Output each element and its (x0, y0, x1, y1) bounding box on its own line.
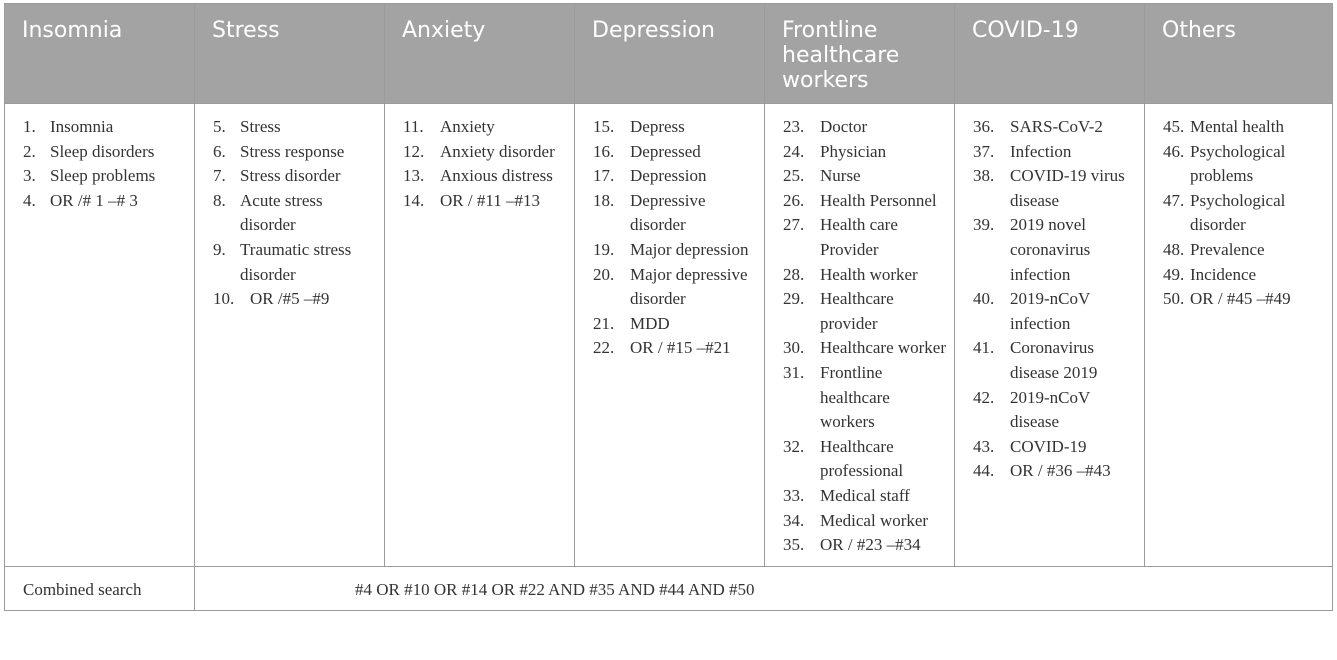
item-number: 8. (213, 190, 226, 210)
item-term: Frontline healthcare workers (820, 362, 890, 432)
list-item (593, 189, 756, 238)
item-number: 45. (1163, 117, 1185, 136)
list-item (1163, 115, 1324, 140)
list-item (973, 213, 1136, 287)
term-list (783, 115, 946, 558)
list-item (783, 484, 946, 509)
item-term: 2019-nCoV infection (1010, 289, 1090, 333)
list-item (213, 287, 376, 312)
column-header: Insomnia (5, 4, 195, 104)
term-list-cell (575, 104, 765, 567)
item-term: Sleep disorders (50, 141, 155, 161)
item-term: Medical staff (820, 485, 910, 505)
item-number: 6. (213, 141, 226, 161)
column-header: Frontline healthcare workers (765, 4, 955, 104)
item-number: 14. (403, 190, 425, 210)
item-number: 39. (973, 215, 995, 235)
term-list (1163, 115, 1324, 312)
term-list (593, 115, 756, 361)
combined-search-label: Combined search (5, 566, 195, 610)
item-number: 50. (1163, 289, 1185, 309)
list-item (23, 115, 186, 140)
item-term: 2019 novel coronavirus infection (1010, 215, 1091, 284)
list-item (973, 287, 1136, 336)
item-term: Medical worker (820, 510, 929, 530)
list-item (593, 312, 756, 337)
item-number: 15. (593, 117, 615, 136)
item-number: 29. (783, 289, 805, 309)
list-item (213, 140, 376, 165)
term-list (23, 115, 186, 213)
list-item (593, 336, 756, 361)
list-item (1163, 287, 1324, 312)
item-number: 35. (783, 535, 805, 555)
item-term: Depress (630, 117, 685, 136)
item-term: Anxiety (440, 117, 495, 136)
item-number: 31. (783, 362, 805, 382)
item-term: OR / #23 –#34 (820, 535, 921, 555)
item-term: Psychological disorder (1190, 190, 1286, 235)
item-term: Physician (820, 141, 887, 161)
list-item (593, 140, 756, 165)
item-term: Depressive disorder (630, 190, 706, 235)
item-number: 42. (973, 387, 995, 407)
item-number: 2. (23, 141, 36, 161)
list-item (973, 459, 1136, 484)
list-item (973, 336, 1136, 385)
item-number: 22. (593, 338, 615, 358)
term-list-cell (765, 104, 955, 567)
item-number: 21. (593, 313, 615, 333)
item-term: Health Personnel (820, 190, 937, 210)
item-term: MDD (630, 313, 670, 333)
item-term: Psychological problems (1190, 141, 1286, 186)
item-term: Healthcare worker (820, 338, 947, 358)
item-number: 37. (973, 141, 995, 161)
item-number: 28. (783, 264, 805, 284)
list-item (593, 164, 756, 189)
term-list (403, 115, 566, 213)
list-item (973, 164, 1136, 213)
list-item (213, 115, 376, 140)
list-item (783, 435, 946, 484)
list-item (783, 213, 946, 262)
item-number: 24. (783, 141, 805, 161)
item-term: OR / #15 –#21 (630, 338, 731, 358)
item-term: Anxiety disorder (440, 141, 555, 161)
item-term: Coronavirus disease 2019 (1010, 338, 1098, 382)
list-item (213, 238, 376, 287)
item-number: 10. (213, 289, 235, 309)
item-term: Traumatic stress disorder (240, 239, 352, 284)
column-header: Others (1145, 4, 1333, 104)
list-item (593, 238, 756, 263)
item-term: Incidence (1190, 264, 1257, 284)
list-item (973, 386, 1136, 435)
item-term: Major depression (630, 239, 749, 259)
search-strategy-table (4, 3, 1333, 611)
list-item (783, 263, 946, 288)
list-item (1163, 263, 1324, 288)
combined-search-row (5, 566, 1333, 610)
list-item (973, 140, 1136, 165)
item-number: 18. (593, 190, 615, 210)
item-number: 13. (403, 166, 425, 186)
item-term: Depressed (630, 141, 701, 161)
list-item (23, 189, 186, 214)
item-number: 7. (213, 166, 226, 186)
list-item (1163, 238, 1324, 263)
term-list-cell (1145, 104, 1333, 567)
terms-row (5, 104, 1333, 567)
item-term: Nurse (820, 166, 861, 186)
item-term: Insomnia (50, 117, 114, 136)
term-list-cell (385, 104, 575, 567)
item-number: 48. (1163, 239, 1185, 259)
item-term: SARS-CoV-2 (1010, 117, 1103, 136)
item-number: 1. (23, 117, 36, 136)
item-term: Health worker (820, 264, 918, 284)
item-term: Depression (630, 166, 707, 186)
item-term: OR / #11 –#13 (440, 190, 540, 210)
item-term: Stress disorder (240, 166, 341, 186)
item-number: 12. (403, 141, 425, 161)
list-item (783, 287, 946, 336)
item-number: 25. (783, 166, 805, 186)
item-number: 43. (973, 436, 995, 456)
item-term: Healthcare provider (820, 289, 894, 333)
item-number: 44. (973, 461, 995, 481)
header-row (5, 4, 1333, 104)
item-number: 19. (593, 239, 615, 259)
item-number: 30. (783, 338, 805, 358)
item-term: OR /#5 –#9 (250, 289, 330, 309)
term-list (213, 115, 376, 312)
item-term: OR / #36 –#43 (1010, 461, 1111, 481)
term-list-cell (955, 104, 1145, 567)
item-number: 11. (403, 117, 424, 136)
item-term: Anxious distress (440, 166, 553, 186)
item-number: 40. (973, 289, 995, 309)
term-list-cell (5, 104, 195, 567)
item-number: 47. (1163, 190, 1185, 210)
item-number: 4. (23, 190, 36, 210)
item-number: 49. (1163, 264, 1185, 284)
column-header: Stress (195, 4, 385, 104)
item-term: Stress (240, 117, 281, 136)
item-term: Acute stress disorder (240, 190, 323, 235)
column-header: COVID-19 (955, 4, 1145, 104)
item-term: OR / #45 –#49 (1190, 289, 1291, 309)
list-item (1163, 140, 1324, 189)
column-header: Depression (575, 4, 765, 104)
list-item (23, 164, 186, 189)
list-item (23, 140, 186, 165)
item-number: 34. (783, 510, 805, 530)
list-item (403, 115, 566, 140)
list-item (973, 435, 1136, 460)
item-number: 46. (1163, 141, 1185, 161)
list-item (783, 361, 946, 435)
item-term: Doctor (820, 117, 868, 136)
item-number: 23. (783, 117, 805, 136)
list-item (973, 115, 1136, 140)
list-item (593, 263, 756, 312)
list-item (783, 533, 946, 558)
column-header: Anxiety (385, 4, 575, 104)
item-term: 2019-nCoV disease (1010, 387, 1090, 432)
item-term: OR /# 1 –# 3 (50, 190, 138, 210)
term-list (973, 115, 1136, 484)
item-number: 38. (973, 166, 995, 186)
list-item (403, 189, 566, 214)
list-item (783, 189, 946, 214)
item-term: Major depressive disorder (630, 264, 748, 309)
item-term: Sleep problems (50, 166, 156, 186)
item-number: 41. (973, 338, 995, 358)
item-number: 5. (213, 117, 226, 136)
item-number: 16. (593, 141, 615, 161)
item-number: 27. (783, 215, 805, 235)
item-term: COVID-19 virus disease (1010, 166, 1125, 210)
item-term: Health care Provider (820, 215, 898, 259)
item-number: 32. (783, 436, 805, 456)
item-term: Infection (1010, 141, 1072, 161)
item-number: 3. (23, 166, 36, 186)
item-term: Stress response (240, 141, 345, 161)
item-number: 33. (783, 485, 805, 505)
list-item (1163, 189, 1324, 238)
item-term: Mental health (1190, 117, 1284, 136)
list-item (783, 140, 946, 165)
item-number: 17. (593, 166, 615, 186)
item-number: 9. (213, 239, 226, 259)
item-number: 26. (783, 190, 805, 210)
item-number: 36. (973, 117, 995, 136)
combined-search-value: #4 OR #10 OR #14 OR #22 AND #35 AND #44 AND #50 (195, 566, 1333, 610)
list-item (783, 336, 946, 361)
list-item (403, 140, 566, 165)
item-term: Prevalence (1190, 239, 1265, 259)
item-number: 20. (593, 264, 615, 284)
list-item (783, 509, 946, 534)
list-item (783, 115, 946, 140)
list-item (783, 164, 946, 189)
term-list-cell (195, 104, 385, 567)
list-item (213, 164, 376, 189)
list-item (403, 164, 566, 189)
list-item (213, 189, 376, 238)
list-item (593, 115, 756, 140)
item-term: Healthcare professional (820, 436, 904, 481)
item-term: COVID-19 (1010, 436, 1087, 456)
